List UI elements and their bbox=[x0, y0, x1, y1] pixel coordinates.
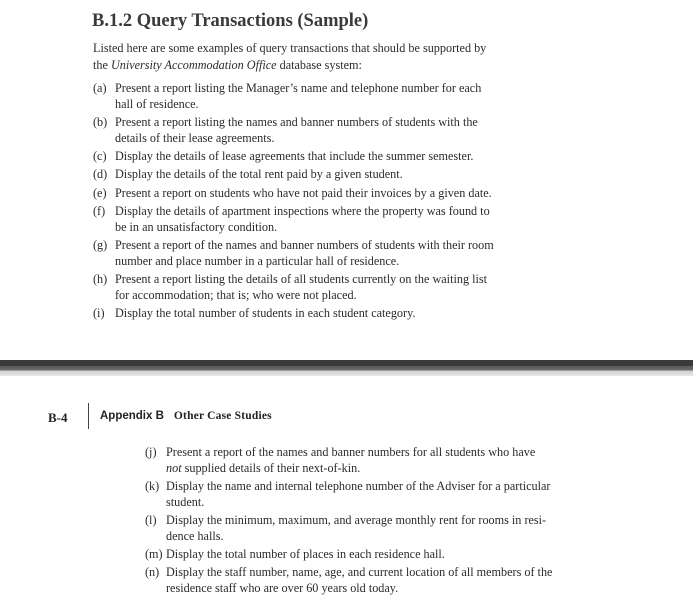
item-text bbox=[166, 564, 552, 596]
item-label: (g) bbox=[93, 238, 108, 252]
section-heading: B.1.2 Query Transactions (Sample) bbox=[92, 11, 369, 31]
item-line: Present a report of the names and banner numbers of students with their room bbox=[115, 238, 494, 252]
item-text bbox=[166, 478, 550, 510]
item-line: Display the minimum, maximum, and average monthly rent for rooms in resi- bbox=[166, 513, 547, 527]
item-label: (j) bbox=[145, 445, 157, 459]
item-label: (h) bbox=[93, 272, 108, 286]
item-line: Present a report listing the details of all students currently on the waiting list bbox=[115, 272, 487, 286]
item-line bbox=[166, 460, 535, 476]
item-text bbox=[115, 148, 473, 164]
item-text bbox=[115, 237, 494, 269]
italic-not: not bbox=[166, 461, 182, 475]
item-line: residence staff who are over 60 years old today. bbox=[166, 581, 399, 595]
item-text bbox=[115, 203, 490, 235]
item-text bbox=[166, 546, 445, 562]
item-line: Display the total number of places in each residence hall. bbox=[166, 547, 445, 561]
item-line: Present a report listing the Manager’s name and telephone number for each bbox=[115, 81, 482, 95]
item-line: details of their lease agreements. bbox=[115, 131, 275, 145]
item-line: Display the name and internal telephone number of the Adviser for a particular bbox=[166, 479, 551, 493]
item-line: number and place number in a particular hall of residence. bbox=[115, 254, 400, 268]
item-line: Present a report listing the names and banner numbers of students with the bbox=[115, 115, 478, 129]
item-line: Present a report on students who have not paid their invoices by a given date. bbox=[115, 186, 492, 200]
item-line: for accommodation; that is; who were not placed. bbox=[115, 288, 357, 302]
item-text bbox=[166, 444, 535, 476]
appendix-label: Appendix B bbox=[100, 410, 164, 422]
item-line: Display the details of apartment inspections where the property was found to bbox=[115, 204, 490, 218]
item-label: (a) bbox=[93, 81, 107, 95]
intro-line-1: Listed here are some examples of query transactions that should be supported by bbox=[93, 41, 487, 55]
item-line: Present a report of the names and banner numbers for all students who have bbox=[166, 445, 536, 459]
item-label: (f) bbox=[93, 204, 106, 218]
item-text bbox=[166, 512, 546, 544]
item-label: (l) bbox=[145, 513, 157, 527]
item-line: Display the details of the total rent paid by a given student. bbox=[115, 167, 403, 181]
running-head bbox=[100, 410, 272, 422]
item-line: hall of residence. bbox=[115, 97, 199, 111]
item-label: (k) bbox=[145, 479, 160, 493]
intro-line-2 bbox=[93, 57, 563, 74]
item-label: (c) bbox=[93, 149, 107, 163]
item-line: dence halls. bbox=[166, 529, 224, 543]
item-line: be in an unsatisfactory condition. bbox=[115, 220, 278, 234]
item-label: (b) bbox=[93, 115, 108, 129]
running-head-title: Other Case Studies bbox=[173, 410, 272, 422]
item-text bbox=[115, 185, 492, 201]
item-line: student. bbox=[166, 495, 205, 509]
item-line-rest: supplied details of their next-of-kin. bbox=[181, 461, 361, 475]
item-text bbox=[115, 271, 487, 303]
item-label: (m) bbox=[145, 547, 163, 561]
item-line: Display the staff number, name, age, and current location of all members of the bbox=[166, 565, 553, 579]
page-number: B-4 bbox=[48, 410, 68, 425]
item-label: (i) bbox=[93, 306, 105, 320]
item-label: (d) bbox=[93, 167, 108, 181]
running-head-separator bbox=[88, 403, 89, 429]
intro-post: database system: bbox=[276, 58, 362, 72]
item-text bbox=[115, 114, 478, 146]
intro-paragraph bbox=[93, 40, 563, 74]
item-label: (n) bbox=[145, 565, 160, 579]
page-divider bbox=[0, 360, 693, 376]
item-text bbox=[115, 80, 481, 112]
intro-italic-office: University Accommodation Office bbox=[110, 58, 277, 72]
intro-the: the bbox=[93, 58, 111, 72]
item-text bbox=[115, 305, 415, 321]
item-line: Display the total number of students in each student category. bbox=[115, 306, 416, 320]
item-label: (e) bbox=[93, 186, 107, 200]
item-line: Display the details of lease agreements that include the summer semester. bbox=[115, 149, 474, 163]
item-text bbox=[115, 166, 403, 182]
